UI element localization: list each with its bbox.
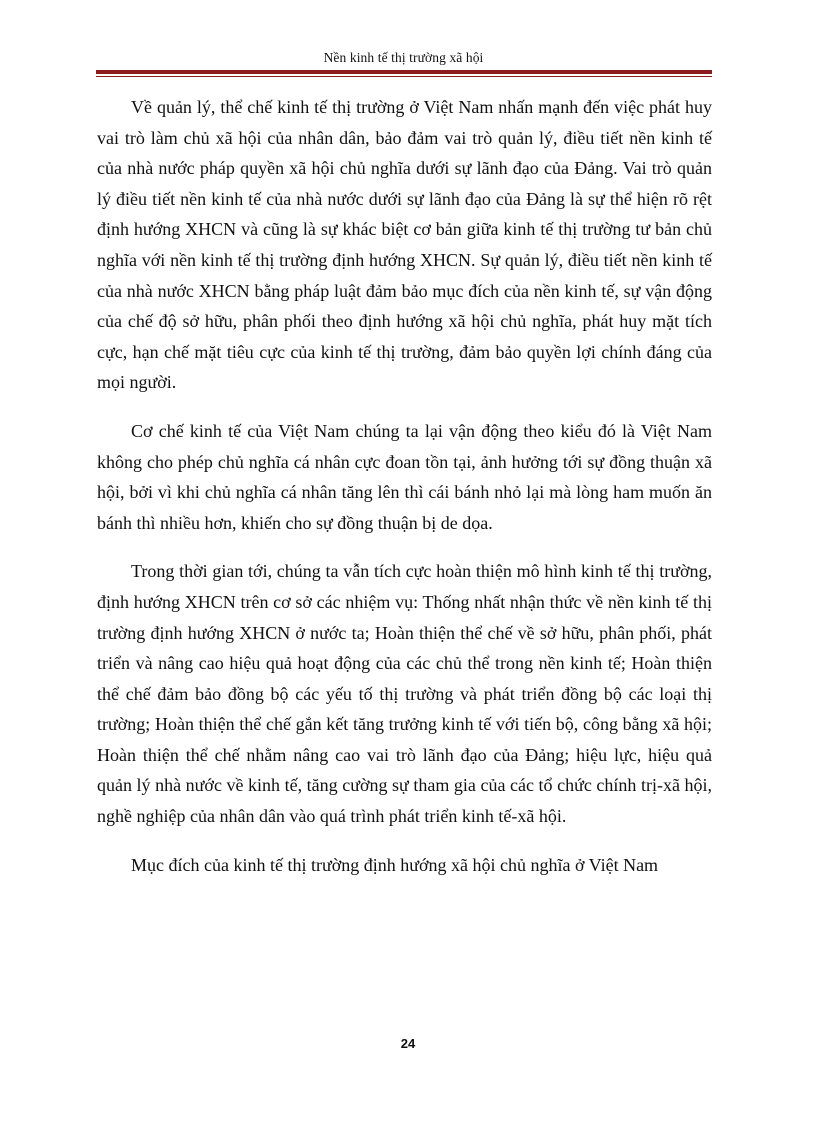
paragraph-4: Mục đích của kinh tế thị trường định hướng xã hội chủ nghĩa ở Việt Nam [131, 854, 659, 875]
paragraph-3: Trong thời gian tới, chúng ta vẫn tích cực hoàn thiện mô hình kinh tế thị trường, định hướng XHCN trên cơ sở các nhiệm vụ: Thống nhất nhận thức về nền kinh tế thị trường định hướng XHCN ở nước ta; Hoàn thiện thể chế về sở hữu, phân phối, phát triển và nâng cao hiệu quả hoạt động của các chủ thể trong nền kinh tế; Hoàn thiện thể chế đảm bảo đồng bộ các yếu tố thị trường và phát triển đồng bộ các loại thị trường; Hoàn thiện thể chế gắn kết tăng trưởng kinh tế với tiến bộ, công bằng xã hội; Hoàn thiện thể chế nhằm nâng cao vai trò lãnh đạo của Đảng; hiệu lực, hiệu quả quản lý nhà nước về kinh tế, tăng cường sự tham gia của các tổ chức chính trị-xã hội, nghề nghiệp của nhân dân vào quá trình phát triển kinh tế-xã hội. [97, 561, 712, 827]
paragraph-1: Về quản lý, thể chế kinh tế thị trường ở Việt Nam nhấn mạnh đến việc phát huy vai trò làm chủ xã hội của nhân dân, bảo đảm vai trò quản lý, điều tiết nền kinh tế của nhà nước pháp quyền xã hội chủ nghĩa dưới sự lãnh đạo của Đảng. Vai trò quản lý điều tiết nền kinh tế của nhà nước dưới sự lãnh đạo của Đảng là sự thể hiện rõ rệt định hướng XHCN và cũng là sự khác biệt cơ bản giữa kinh tế thị trường tư bản chủ nghĩa với nền kinh tế thị trường định hướng XHCN. Sự quản lý, điều tiết nền kinh tế của nhà nước XHCN bằng pháp luật đảm bảo mục đích của nền kinh tế, sự vận động của chế độ sở hữu, phân phối theo định hướng xã hội chủ nghĩa, phát huy mặt tích cực, hạn chế mặt tiêu cực của kinh tế thị trường, đảm bảo quyền lợi chính đáng của mọi người. [97, 97, 712, 393]
header-rule-thick [96, 70, 712, 74]
page-number: 24 [400, 1036, 416, 1051]
header-rule-thin [96, 76, 712, 77]
body-text [97, 92, 712, 880]
running-header: Nền kinh tế thị trường xã hội [323, 50, 484, 65]
paragraph-2: Cơ chế kinh tế của Việt Nam chúng ta lại vận động theo kiểu đó là Việt Nam không cho phép chủ nghĩa cá nhân cực đoan tồn tại, ảnh hưởng tới sự đồng thuận xã hội, bởi vì khi chủ nghĩa cá nhân tăng lên thì cái bánh nhỏ lại mà lòng ham muốn ăn bánh thì nhiều hơn, khiến cho sự đồng thuận bị de dọa. [97, 420, 712, 533]
